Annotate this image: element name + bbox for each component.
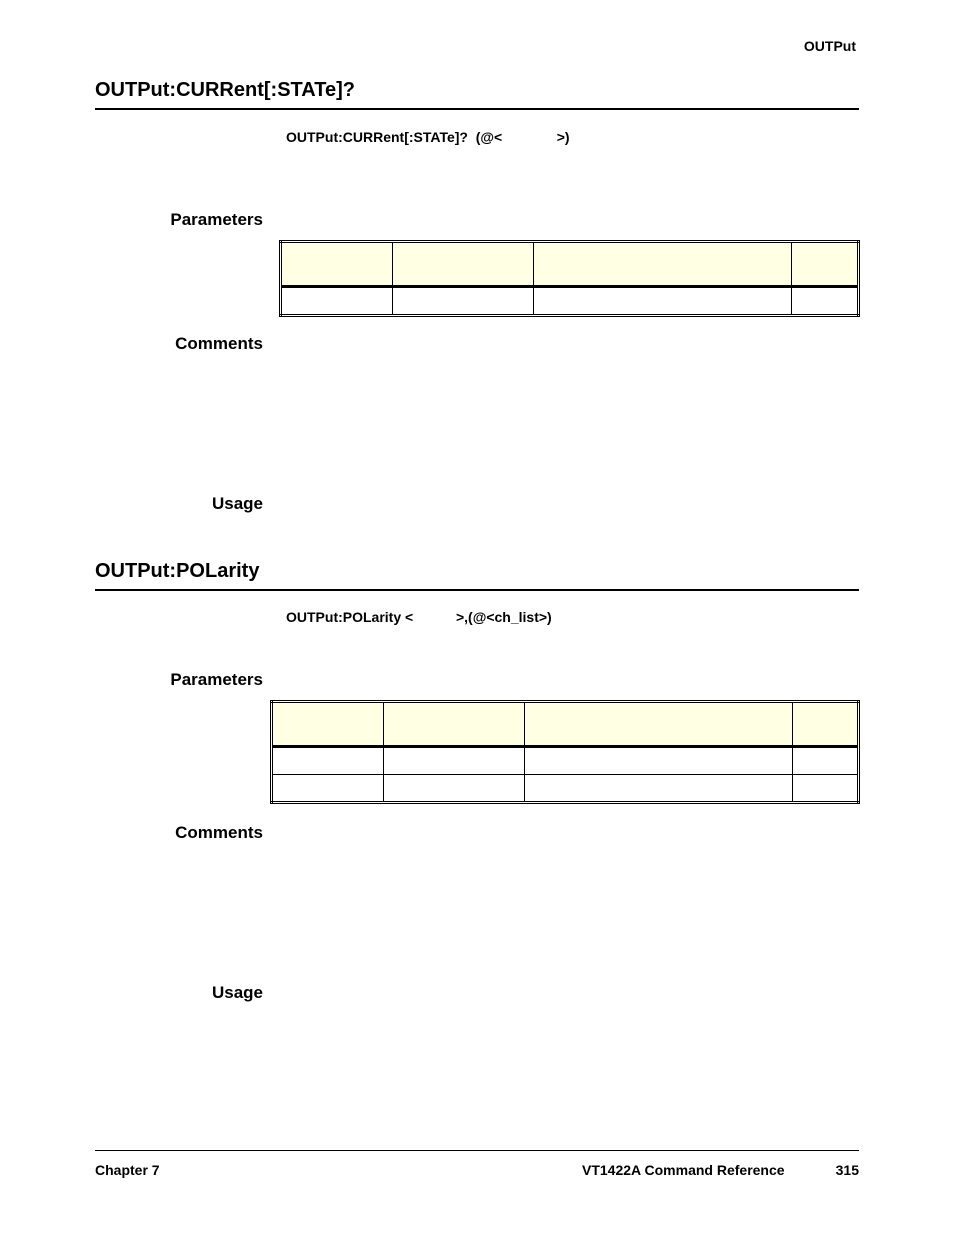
usage-label: Usage bbox=[211, 494, 263, 513]
running-head: OUTPut bbox=[803, 38, 856, 54]
table-row bbox=[281, 287, 859, 316]
footer-chapter: Chapter 7 bbox=[95, 1162, 160, 1178]
table-row bbox=[272, 775, 859, 803]
table-cell bbox=[525, 775, 793, 803]
syntax-line-current-state: OUTPut:CURRent[:STATe]? (@< >) bbox=[286, 129, 570, 145]
table-header-cell bbox=[525, 702, 793, 747]
section-rule bbox=[95, 589, 859, 591]
table-header-cell bbox=[534, 242, 792, 287]
table-cell bbox=[534, 287, 792, 316]
table-cell bbox=[272, 775, 384, 803]
table-header-cell bbox=[281, 242, 393, 287]
table-header-cell bbox=[792, 242, 859, 287]
comments-label: Comments bbox=[175, 334, 263, 353]
table-cell bbox=[793, 775, 859, 803]
footer-rule bbox=[95, 1150, 859, 1151]
parameters-table bbox=[279, 240, 860, 317]
table-cell bbox=[793, 747, 859, 775]
comments-label: Comments bbox=[175, 823, 263, 842]
table-cell bbox=[525, 747, 793, 775]
footer-page-number: 315 bbox=[835, 1162, 859, 1178]
section-rule bbox=[95, 108, 859, 110]
parameters-table bbox=[270, 700, 860, 804]
syntax-line-polarity: OUTPut:POLarity < >,(@<ch_list>) bbox=[286, 609, 552, 625]
parameters-label: Parameters bbox=[170, 210, 263, 229]
table-cell bbox=[384, 775, 525, 803]
table-cell bbox=[272, 747, 384, 775]
table-header-cell bbox=[393, 242, 534, 287]
table-cell bbox=[281, 287, 393, 316]
table-header-cell bbox=[384, 702, 525, 747]
table-cell bbox=[792, 287, 859, 316]
table-row bbox=[272, 747, 859, 775]
table-header-cell bbox=[272, 702, 384, 747]
section-title-polarity: OUTPut:POLarity bbox=[95, 560, 260, 582]
table-header-cell bbox=[793, 702, 859, 747]
table-cell bbox=[393, 287, 534, 316]
section-title-current-state: OUTPut:CURRent[:STATe]? bbox=[95, 79, 355, 101]
table-header-row bbox=[281, 242, 859, 287]
table-header-row bbox=[272, 702, 859, 747]
table-cell bbox=[384, 747, 525, 775]
parameters-label: Parameters bbox=[170, 670, 263, 689]
footer-reference: VT1422A Command Reference bbox=[582, 1162, 785, 1178]
usage-label: Usage bbox=[211, 983, 263, 1002]
